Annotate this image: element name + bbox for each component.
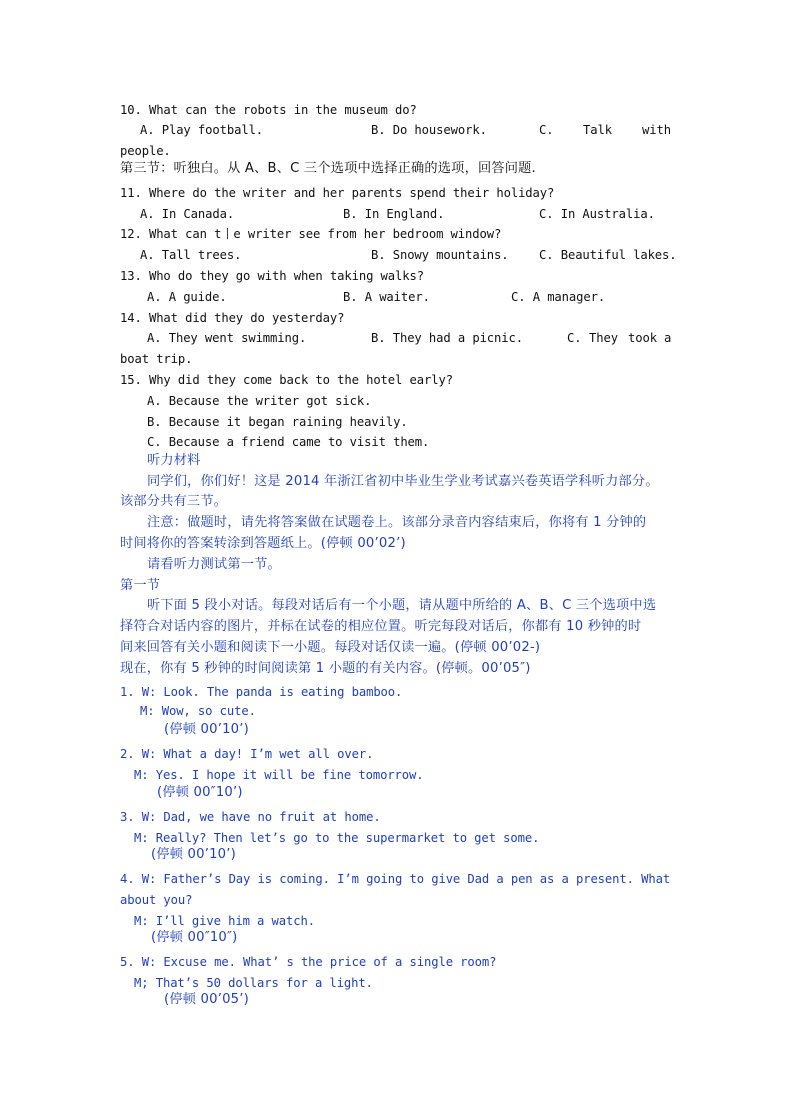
q14-option-b: B. They had a picnic. xyxy=(371,331,523,345)
dialogue-4-man: M: I’ll give him a watch. xyxy=(134,914,315,928)
q11-option-b: B. In England. xyxy=(343,207,445,221)
dialogue-4-woman: 4. W: Father’s Day is coming. I’m going to give Dad a pen as a present. What xyxy=(120,872,671,886)
dialogue-1-woman: 1. W: Look. The panda is eating bamboo. xyxy=(120,685,403,699)
question-12: 12. What can t丨e writer see from her bedroom window? xyxy=(120,227,502,241)
question-14: 14. What did they do yesterday? xyxy=(120,311,345,325)
q10-option-c-word-2: with xyxy=(642,123,671,137)
dialogue-2-man: M: Yes. I hope it will be fine tomorrow. xyxy=(134,768,424,782)
q12-option-b: B. Snowy mountains. xyxy=(371,248,509,262)
q13-option-b: B. A waiter. xyxy=(343,290,430,304)
section-1-description-line-4: 现在，你有 5 秒钟的时间阅读第 1 小题的有关内容。(停顿。00’05″) xyxy=(120,661,531,676)
q14-option-c-word-1: They xyxy=(589,331,618,345)
question-11: 11. Where do the writer and her parents spend their holiday? xyxy=(120,186,555,200)
dialogue-2-pause: (停顿 00″10’) xyxy=(157,785,243,800)
q13-option-c: C. A manager. xyxy=(511,290,606,304)
dialogue-3-pause: (停顿 00’10’) xyxy=(151,847,237,862)
listening-material-title: 听力材料 xyxy=(147,453,201,468)
dialogue-4-woman-continued: about you? xyxy=(120,893,193,907)
section-1-description-line-1: 听下面 5 段小对话。每段对话后有一个小题，请从题中所给的 A、B、C 三个选项中选 xyxy=(147,598,657,613)
material-intro-line-2: 该部分共有三节。 xyxy=(120,494,228,509)
dialogue-3-man: M: Really? Then let’s go to the supermarket to get some. xyxy=(134,831,540,845)
q14-option-c-continued: boat trip. xyxy=(120,352,193,366)
dialogue-1-man: M: Wow, so cute. xyxy=(140,704,256,718)
q14-option-a: A. They went swimming. xyxy=(147,331,307,345)
q10-option-a: A. Play football. xyxy=(140,123,264,137)
dialogue-5-pause: (停顿 00’05’) xyxy=(164,992,250,1007)
section-3-heading: 第三节：听独白。从 A、B、C 三个选项中选择正确的选项，回答问题. xyxy=(120,161,536,176)
q13-option-a: A. A guide. xyxy=(147,290,227,304)
q14-option-c-word-2: took xyxy=(628,331,657,345)
question-10: 10. What can the robots in the museum do? xyxy=(120,103,417,117)
section-1-title: 第一节 xyxy=(120,578,161,593)
dialogue-1-pause: (停顿 00’10’) xyxy=(164,722,250,737)
dialogue-5-man: M; That’s 50 dollars for a light. xyxy=(134,976,373,990)
material-note-line-2: 时间将你的答案转涂到答题纸上。(停顿 00’02’) xyxy=(120,536,406,551)
q15-option-a: A. Because the writer got sick. xyxy=(147,394,372,408)
q10-option-c-letter: C. xyxy=(539,123,554,137)
q14-option-c-letter: C. xyxy=(567,331,582,345)
section-1-description-line-3: 间来回答有关小题和阅读下一小题。每段对话仅读一遍。(停顿 00’02-) xyxy=(120,640,541,655)
q15-option-b: B. Because it began raining heavily. xyxy=(147,415,408,429)
q10-option-c-continued: people. xyxy=(120,144,171,158)
q11-option-a: A. In Canada. xyxy=(140,207,235,221)
dialogue-2-woman: 2. W: What a day! I’m wet all over. xyxy=(120,747,374,761)
material-intro-line-1: 同学们，你们好！这是 2014 年浙江省初中毕业生学业考试嘉兴卷英语学科听力部分。 xyxy=(147,474,659,489)
dialogue-4-pause: (停顿 00″10″) xyxy=(151,930,238,945)
q11-option-c: C. In Australia. xyxy=(539,207,655,221)
dialogue-3-woman: 3. W: Dad, we have no fruit at home. xyxy=(120,810,381,824)
question-13: 13. Who do they go with when taking walks? xyxy=(120,269,424,283)
q10-option-b: B. Do housework. xyxy=(371,123,487,137)
section-1-description-line-2: 择符合对话内容的图片，并标在试卷的相应位置。听完每段对话后，你都有 10 秒钟的时 xyxy=(120,619,642,634)
q10-option-c-word-1: Talk xyxy=(583,123,612,137)
q12-option-c: C. Beautiful lakes. xyxy=(539,248,677,262)
q14-option-c-word-3: a xyxy=(664,331,672,345)
dialogue-5-woman: 5. W: Excuse me. What’ s the price of a single room? xyxy=(120,955,497,969)
q15-option-c: C. Because a friend came to visit them. xyxy=(147,435,430,449)
question-15: 15. Why did they come back to the hotel early? xyxy=(120,373,453,387)
material-note-line-1: 注意：做题时，请先将答案做在试题卷上。该部分录音内容结束后，你将有 1 分钟的 xyxy=(147,515,647,530)
q12-option-a: A. Tall trees. xyxy=(140,248,242,262)
section-1-intro: 请看听力测试第一节。 xyxy=(147,557,281,572)
